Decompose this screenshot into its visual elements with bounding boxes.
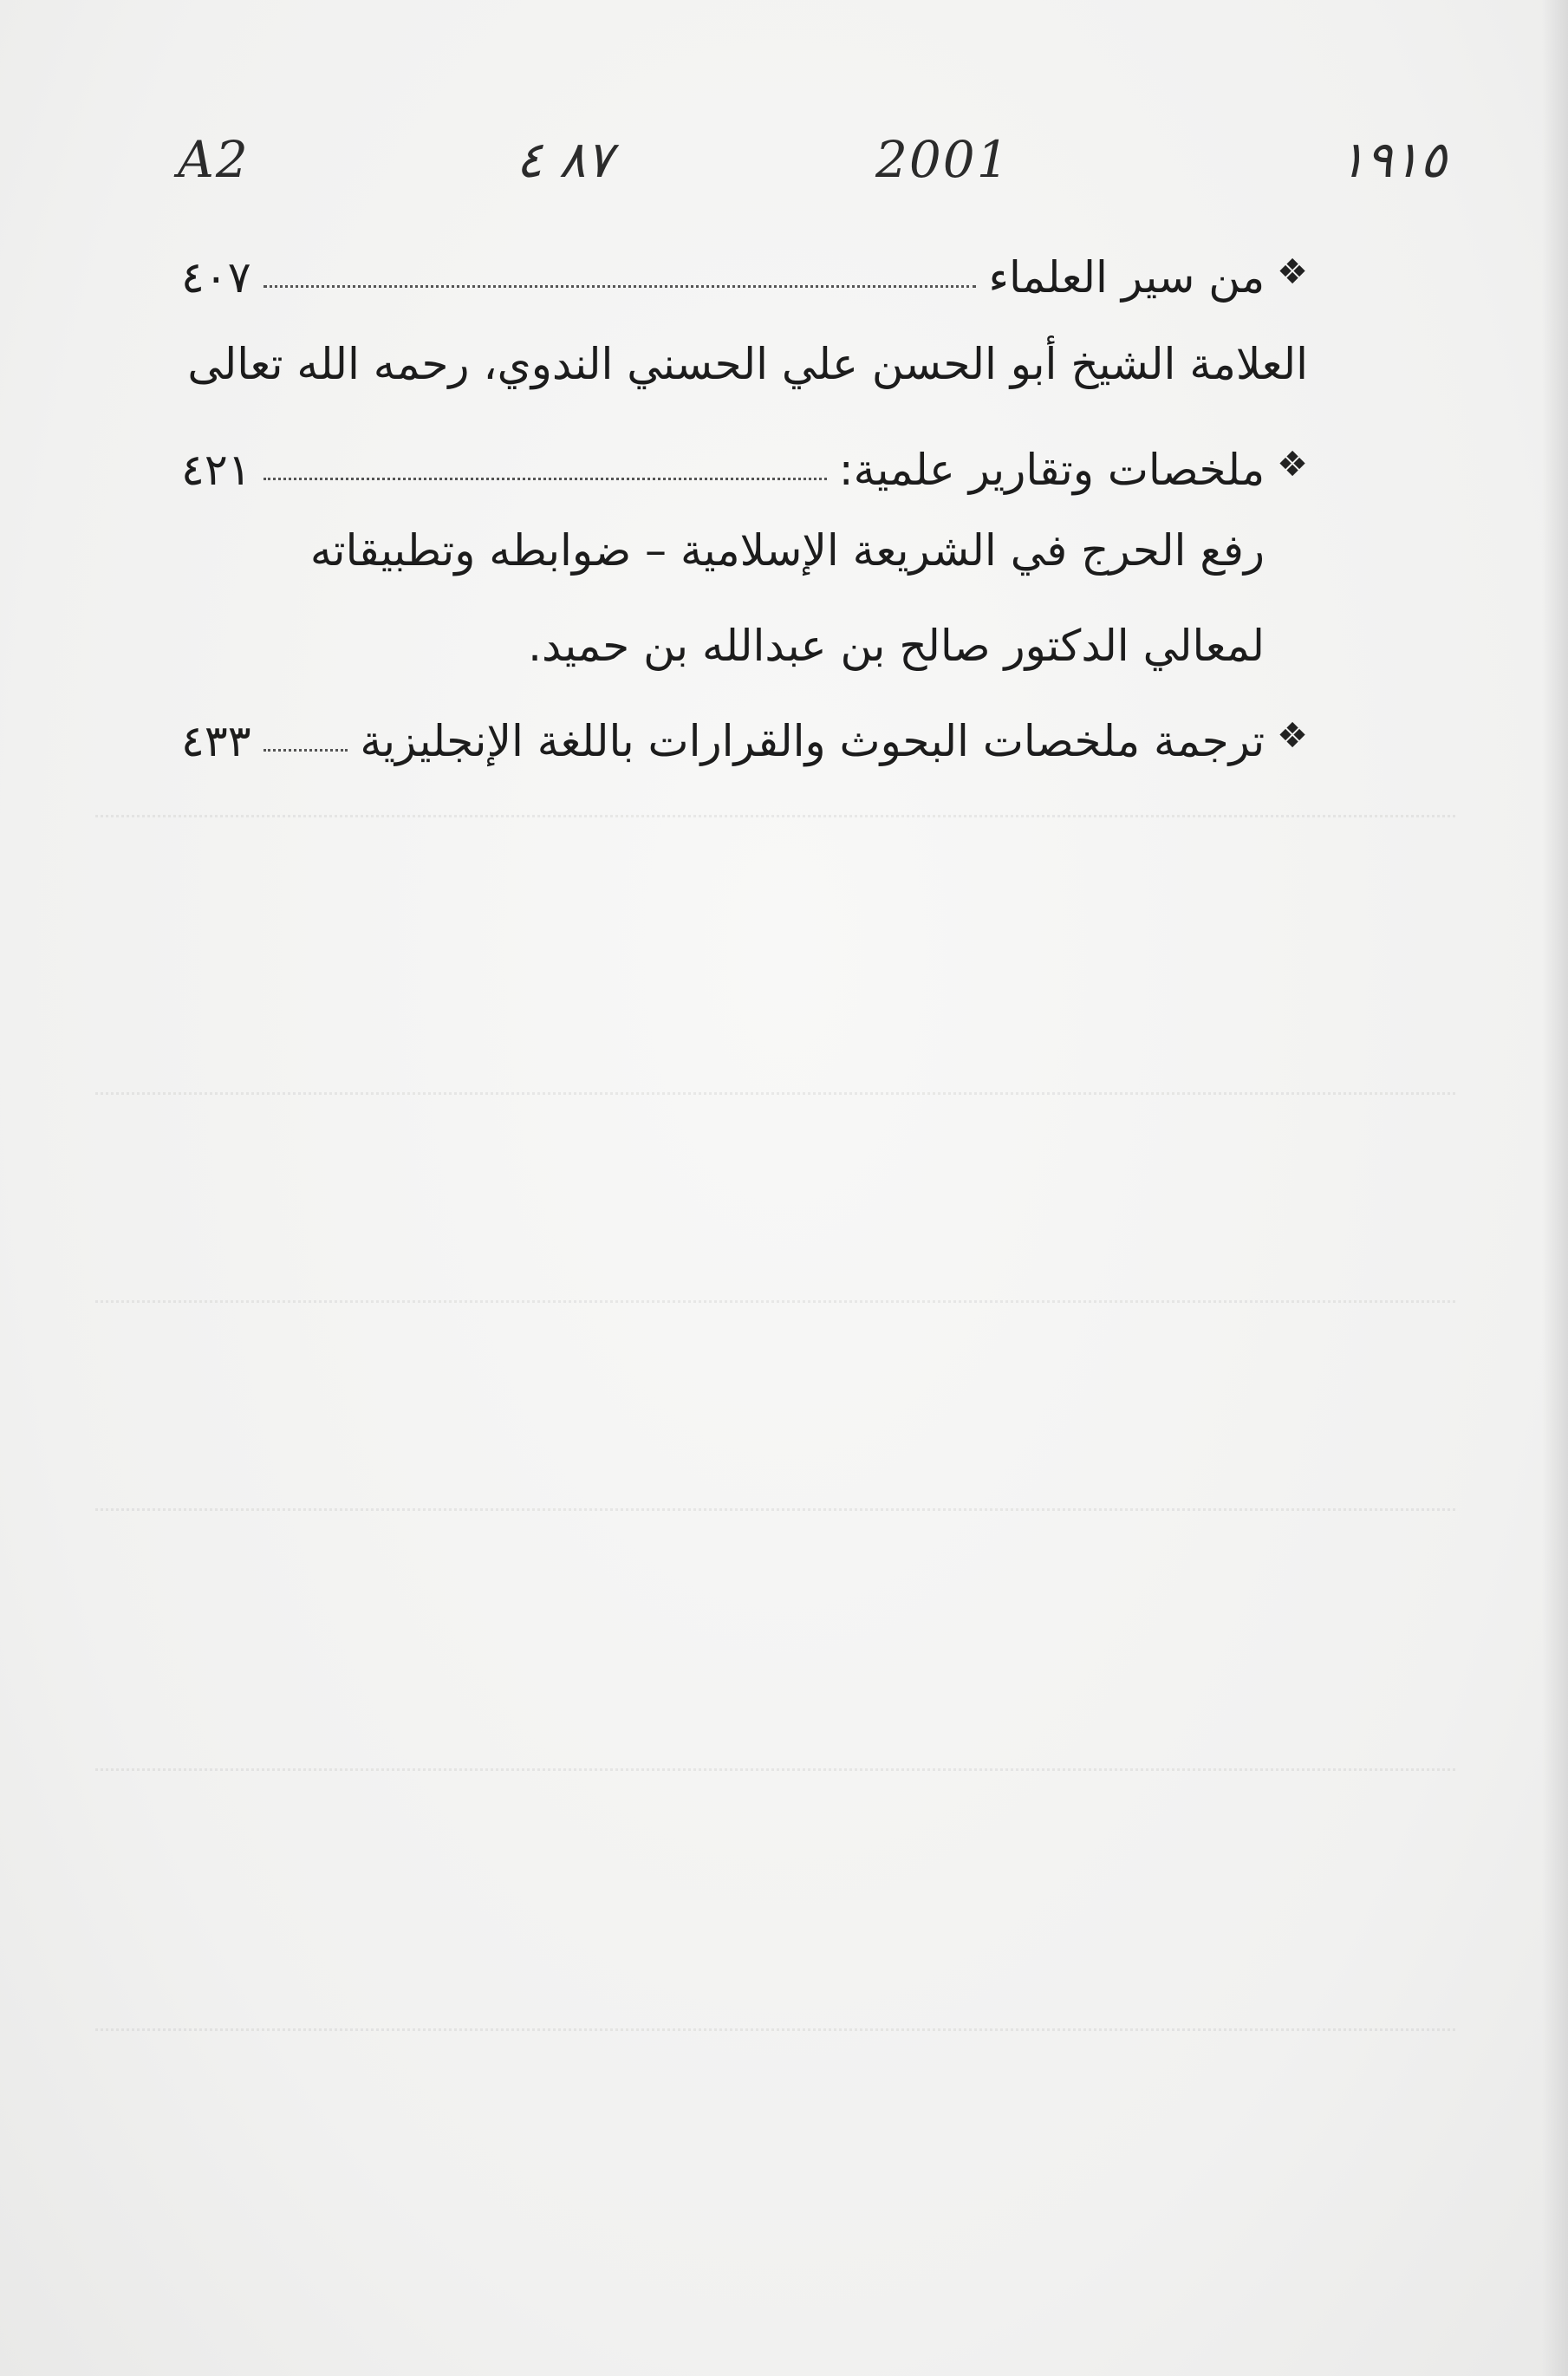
toc-page-number: ٤٢١ (181, 445, 251, 495)
toc-entry[interactable] (181, 689, 1308, 767)
page-edge-shadow (1542, 0, 1568, 2376)
toc-subtitle-line: لمعالي الدكتور صالح بن عبدالله بن حميد. (528, 621, 1265, 671)
toc-subtitle-line: رفع الحرج في الشريعة الإسلامية – ضوابطه وتطبيقاته (309, 525, 1265, 576)
bleed-through-line (95, 1058, 1455, 1095)
bleed-through-line (95, 1994, 1455, 2031)
toc-page-number: ٤٣٣ (181, 716, 251, 766)
diamond-bullet-icon: ❖ (1277, 716, 1308, 756)
diamond-bullet-icon: ❖ (1277, 445, 1308, 485)
handwritten-year: 2001 (875, 130, 1011, 189)
toc-page-number: ٤٠٧ (181, 252, 251, 303)
bleed-through-line (95, 1734, 1455, 1771)
handwritten-code-left: A2 (178, 130, 250, 189)
leader-dots (264, 478, 827, 480)
handwritten-number-mid: ٨٧ ٤ (516, 130, 613, 189)
bleed-through-line (95, 1474, 1455, 1511)
handwritten-number-right: ١٩١٥ (1338, 130, 1447, 189)
toc-entry[interactable] (181, 418, 1308, 496)
toc-entry-title: من سير العلماء (988, 252, 1265, 303)
leader-dots (264, 285, 977, 288)
diamond-bullet-icon: ❖ (1277, 252, 1308, 292)
leader-dots (264, 749, 348, 752)
toc-entry[interactable] (181, 225, 1308, 303)
bleed-through-line (95, 780, 1455, 817)
bleed-through-line (95, 1266, 1455, 1303)
toc-entry-title: ملخصات وتقارير علمية: (838, 445, 1265, 495)
toc-subtitle-line: العلامة الشيخ أبو الحسن علي الحسني الندوي، رحمه الله تعالى (187, 339, 1308, 389)
toc-entry-title: ترجمة ملخصات البحوث والقرارات باللغة الإنجليزية (360, 716, 1265, 766)
